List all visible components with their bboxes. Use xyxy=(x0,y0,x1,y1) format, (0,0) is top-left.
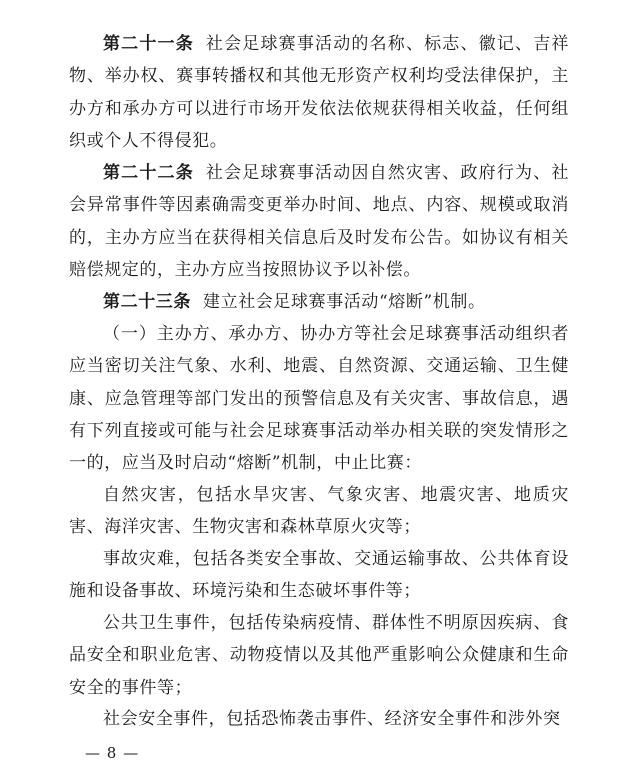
clause-1: （一）主办方、承办方、协办方等社会足球赛事活动组织者应当密切关注气象、水利、地震、自然资源、交通运输、卫生健康、应急管理等部门发出的预警信息及有关灾害、事故信息，遇有下列直接或可能与社会足球赛事活动举办相关联的突发情形之一的，应当及时启动“熔断”机制，中止比赛： xyxy=(69,324,569,474)
article-22 xyxy=(69,157,569,286)
article-21-heading: 第二十一条 xyxy=(103,34,194,54)
article-21-text: 社会足球赛事活动的名称、标志、徽记、吉祥物、举办权、赛事转播权和其他无形资产权利均受法律保护，主办方和承办方可以进行市场开发依法依规获得相关收益，任何组织或个人不得侵犯。 xyxy=(69,34,570,151)
clause-public-health: 公共卫生事件，包括传染病疫情、群体性不明原因疾病、食品安全和职业危害、动物疫情以及其他严重影响公众健康和生命安全的事件等； xyxy=(69,613,569,698)
article-23-text: 建立社会足球赛事活动“熔断”机制。 xyxy=(203,292,486,312)
clause-accidents: 事故灾难，包括各类安全事故、交通运输事故、公共体育设施和设备事故、环境污染和生态破坏事件等； xyxy=(69,549,569,602)
clause-social-security: 社会安全事件，包括恐怖袭击事件、经济安全事件和涉外突 xyxy=(103,709,561,729)
article-22-heading: 第二十二条 xyxy=(103,163,194,183)
article-21 xyxy=(69,28,569,157)
article-22-text: 社会足球赛事活动因自然灾害、政府行为、社会异常事件等因素确需变更举办时间、地点、内容、规模或取消的，主办方应当在获得相关信息后及时发布公告。如协议有相关赔偿规定的，主办方应当按照协议予以补偿。 xyxy=(69,163,570,280)
clause-natural-disasters: 自然灾害，包括水旱灾害、气象灾害、地震灾害、地质灾害、海洋灾害、生物灾害和森林草原火灾等； xyxy=(69,485,569,538)
page-number: — 8 — xyxy=(85,744,140,762)
article-23-heading: 第二十三条 xyxy=(103,292,191,312)
article-23 xyxy=(69,286,569,318)
